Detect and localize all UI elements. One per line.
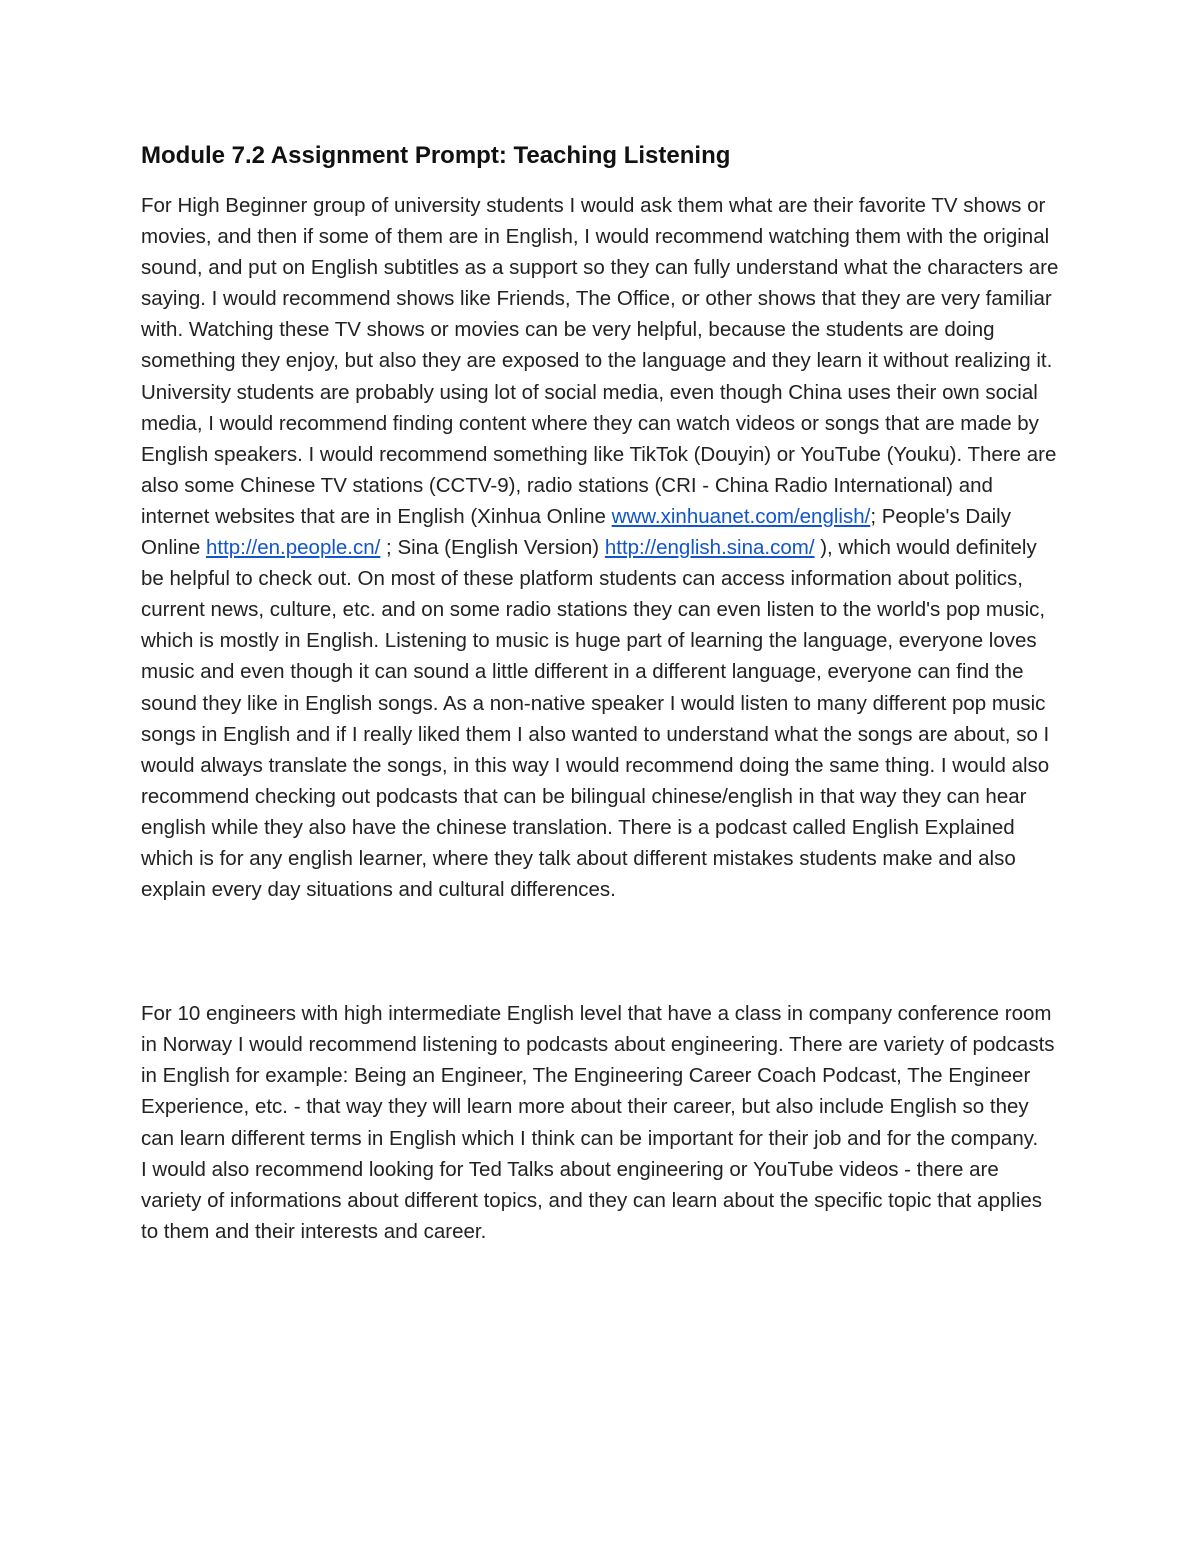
- paragraph-text: For High Beginner group of university students I would ask them what are their favorite TV shows or movies, and then if some of them are in English, I would recommend watching them with the original sound, and put on English subtitles as a support so they can fully understand what the characters are saying. I would recommend shows like Friends, The Office, or other shows that they are very familiar with. Watching these TV shows or movies can be very helpful, because the students are doing something they enjoy, but also they are exposed to the language and they learn it without realizing it. University students are probably using lot of social media, even though China uses their own social media, I would recommend finding content where they can watch videos or songs that are made by English speakers. I would recommend something like TikTok (Douyin) or YouTube (Youku). There are also some Chinese TV stations (CCTV-9), radio stations (CRI - China Radio International) and internet websites that are in English (Xinhua Online: [141, 194, 1059, 528]
- people-daily-link[interactable]: http://en.people.cn/: [205, 536, 381, 560]
- document-page: [141, 140, 1061, 1247]
- document-title: Module 7.2 Assignment Prompt: Teaching Listening: [141, 142, 731, 169]
- paragraph-spacer: [141, 905, 1061, 998]
- paragraph-engineers: For 10 engineers with high intermediate English level that have a class in company conference room in Norway I would recommend listening to podcasts about engineering. There are variety of podcasts in English for example: Being an Engineer, The Engineering Career Coach Podcast, The Engineer Experience, etc. - that way they will learn more about their career, but also include English so they can learn different terms in English which I think can be important for their job and for the company.: [141, 1002, 1055, 1150]
- paragraph-text: ; Sina (English Version): [380, 536, 605, 560]
- paragraph-text: ), which would definitely be helpful to check out. On most of these platform students can access information about politics, current news, culture, etc. and on some radio stations they can even listen to the world's pop music, which is mostly in English. Listening to music is huge part of learning the language, everyone loves music and even though it can sound a little different in a different language, everyone can find the sound they like in English songs. As a non-native speaker I would listen to many different pop music songs in English and if I really liked them I also wanted to understand what the songs are about, so I would always translate the songs, in this way I would recommend doing the same thing. I would also recommend checking out podcasts that can be bilingual chinese/english in that way they can hear english while they also have the chinese translation. There is a podcast called English Explained which is for any english learner, where they talk about different mistakes students make and also explain every day situations and cultural differences.: [141, 536, 1050, 902]
- paragraph-text: ; People's Daily Online: [141, 504, 1011, 560]
- sina-link[interactable]: http://english.sina.com/: [604, 536, 815, 560]
- paragraph-high-beginner: [141, 190, 1061, 905]
- xinhua-link[interactable]: www.xinhuanet.com/english/: [611, 504, 871, 528]
- paragraph-ted-talks: I would also recommend looking for Ted Talks about engineering or YouTube videos - there are variety of informations about different topics, and they can learn about the specific topic that applies to them and their interests and career.: [141, 1157, 1043, 1243]
